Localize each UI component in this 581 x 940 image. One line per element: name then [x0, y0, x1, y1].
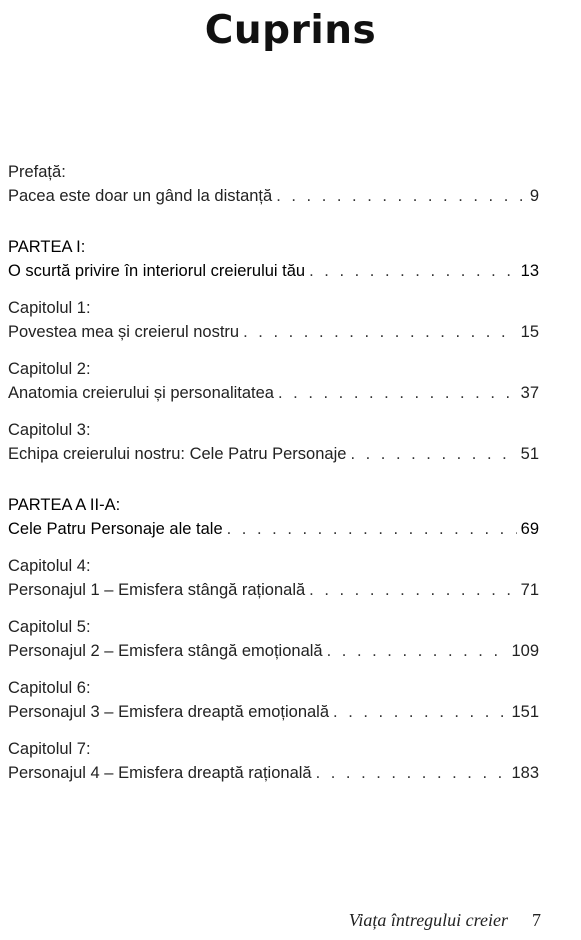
toc-entry-chapter-7 — [8, 737, 539, 785]
toc-title: O scurtă privire în interiorul creierului tău — [8, 262, 306, 280]
page-number: 7 — [532, 910, 541, 930]
toc-entry-chapter-6 — [8, 676, 539, 724]
toc-page-number: 109 — [511, 642, 539, 660]
toc-page-number: 37 — [520, 384, 539, 402]
toc-title: Pacea este doar un gând la distanță — [8, 187, 273, 205]
toc-page-number: 9 — [529, 187, 539, 205]
toc-page-number: 15 — [520, 323, 539, 341]
toc-label: Capitolul 2: — [8, 360, 91, 378]
toc-label: PARTEA I: — [8, 238, 86, 256]
dot-leader — [309, 578, 516, 602]
dot-leader — [350, 442, 516, 466]
toc-line — [8, 184, 539, 208]
page-footer — [349, 910, 541, 931]
toc-entry-chapter-1 — [8, 296, 539, 344]
toc-line — [8, 259, 539, 283]
toc-entry-preface — [8, 160, 539, 208]
toc-page-number: 151 — [511, 703, 539, 721]
toc-line — [8, 442, 539, 466]
toc-label: Prefață: — [8, 163, 66, 181]
page-title: Cuprins — [204, 8, 377, 53]
toc-title: Echipa creierului nostru: Cele Patru Personaje — [8, 445, 347, 463]
toc-entry-chapter-4 — [8, 554, 539, 602]
toc-entry-chapter-5 — [8, 615, 539, 663]
toc-page-number: 51 — [520, 445, 539, 463]
toc-page-number: 13 — [520, 262, 539, 280]
toc-line — [8, 517, 539, 541]
dot-leader — [278, 381, 517, 405]
toc-page-number: 183 — [511, 764, 539, 782]
toc-title: Cele Patru Personaje ale tale — [8, 520, 223, 538]
dot-leader — [327, 639, 508, 663]
toc-line — [8, 320, 539, 344]
toc-title: Personajul 4 – Emisfera dreaptă rațională — [8, 764, 312, 782]
dot-leader — [276, 184, 526, 208]
toc-title: Personajul 3 – Emisfera dreaptă emoțională — [8, 703, 330, 721]
toc-label: PARTEA A II-A: — [8, 496, 121, 514]
dot-leader — [309, 259, 517, 283]
toc-label: Capitolul 1: — [8, 299, 91, 317]
dot-leader — [333, 700, 507, 724]
toc-line — [8, 700, 539, 724]
toc-entry-part-2 — [8, 493, 539, 541]
toc-label: Capitolul 4: — [8, 557, 91, 575]
toc-line — [8, 381, 539, 405]
toc-line — [8, 639, 539, 663]
toc-title: Personajul 2 – Emisfera stângă emoțională — [8, 642, 323, 660]
toc-page-number: 69 — [520, 520, 539, 538]
toc-line — [8, 578, 539, 602]
dot-leader — [227, 517, 517, 541]
toc-label: Capitolul 5: — [8, 618, 91, 636]
table-of-contents — [8, 160, 539, 785]
toc-label: Capitolul 7: — [8, 740, 91, 758]
dot-leader — [243, 320, 517, 344]
toc-title: Povestea mea și creierul nostru — [8, 323, 240, 341]
toc-title: Personajul 1 – Emisfera stângă rațională — [8, 581, 306, 599]
running-book-title: Viața întregului creier — [348, 910, 508, 930]
toc-label: Capitolul 6: — [8, 679, 91, 697]
toc-entry-chapter-2 — [8, 357, 539, 405]
toc-label: Capitolul 3: — [8, 421, 91, 439]
dot-leader — [316, 761, 508, 785]
toc-title: Anatomia creierului și personalitatea — [8, 384, 274, 402]
toc-page-number: 71 — [520, 581, 539, 599]
toc-line — [8, 761, 539, 785]
toc-entry-chapter-3 — [8, 418, 539, 466]
toc-entry-part-1 — [8, 235, 539, 283]
